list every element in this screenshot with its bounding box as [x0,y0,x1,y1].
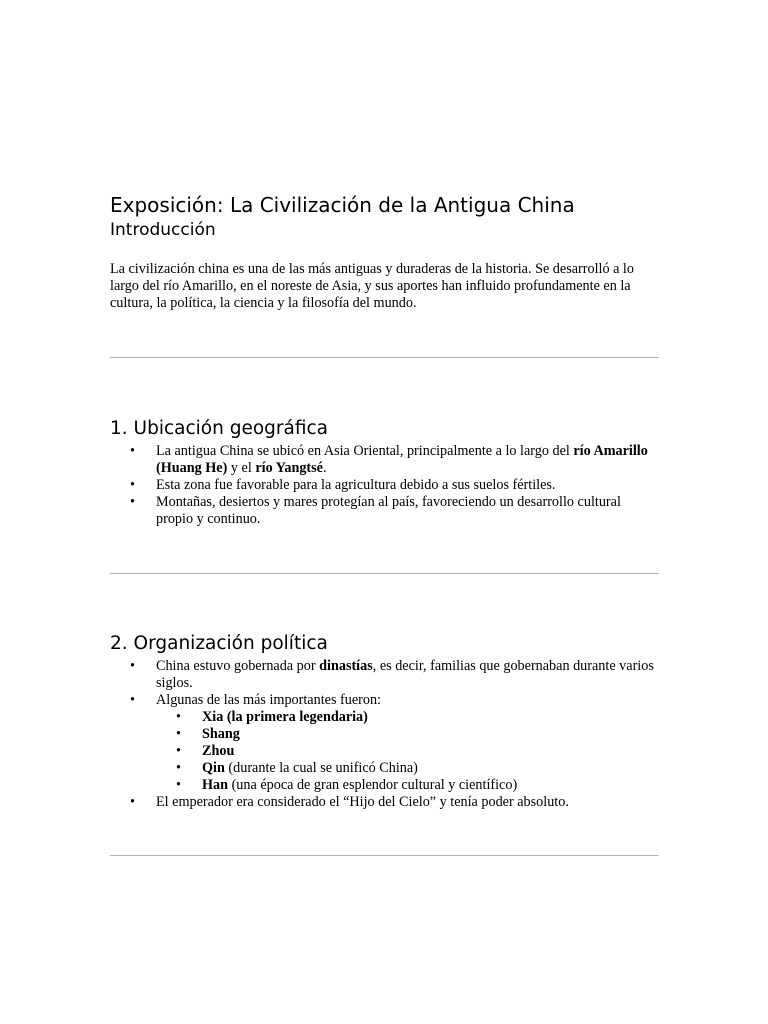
list-item: • La antigua China se ubicó en Asia Oriental, principalmente a lo largo del río Amarillo (Huang He) y el río Yangtsé. [110,443,660,477]
ubicacion-list [110,443,660,528]
section-heading-organizacion: 2. Organización política [110,633,328,654]
list-item: • China estuvo gobernada por dinastías, es decir, familias que gobernaban durante varios siglos. [110,658,660,692]
list-item: • Algunas de las más importantes fueron: • Xia (la primera legendaria) • Shang • Zhou • Qin (durante la cual se unificó China) • Han (una época de gran esplendor cultural y científico) [110,692,660,794]
dynasty-item: • Zhou [156,743,660,760]
list-item: • Esta zona fue favorable para la agricultura debido a sus suelos fértiles. [110,477,660,494]
dynasty-item: • Han (una época de gran esplendor cultural y científico) [156,777,660,794]
bold-text: río Amarillo (Huang He) [156,443,648,476]
intro-paragraph: La civilización china es una de las más antiguas y duraderas de la historia. Se desarrolló a lo largo del río Amarillo, en el noreste de Asia, y sus aportes han influido profundamente en la cultura, la política, la ciencia y la filosofía del mundo. [110,261,634,311]
bold-text: dinastías [319,658,373,674]
document-page [110,0,660,1024]
list-item: • El emperador era considerado el “Hijo del Cielo” y tenía poder absoluto. [110,794,660,811]
divider [110,357,659,358]
bold-text: río Yangtsé [255,460,323,476]
dynasty-item: • Shang [156,726,660,743]
dynasty-item: • Qin (durante la cual se unificó China) [156,760,660,777]
divider [110,573,659,574]
section-heading-ubicacion: 1. Ubicación geográfica [110,418,328,439]
list-item: • Montañas, desiertos y mares protegían al país, favoreciendo un desarrollo cultural propio y continuo. [110,494,660,528]
dynasty-item: • Xia (la primera legendaria) [156,709,660,726]
intro-heading: Introducción [110,220,216,240]
dynasty-list [156,709,660,794]
document-title: Exposición: La Civilización de la Antigua China [110,193,575,217]
organizacion-list [110,658,660,811]
divider [110,855,659,856]
